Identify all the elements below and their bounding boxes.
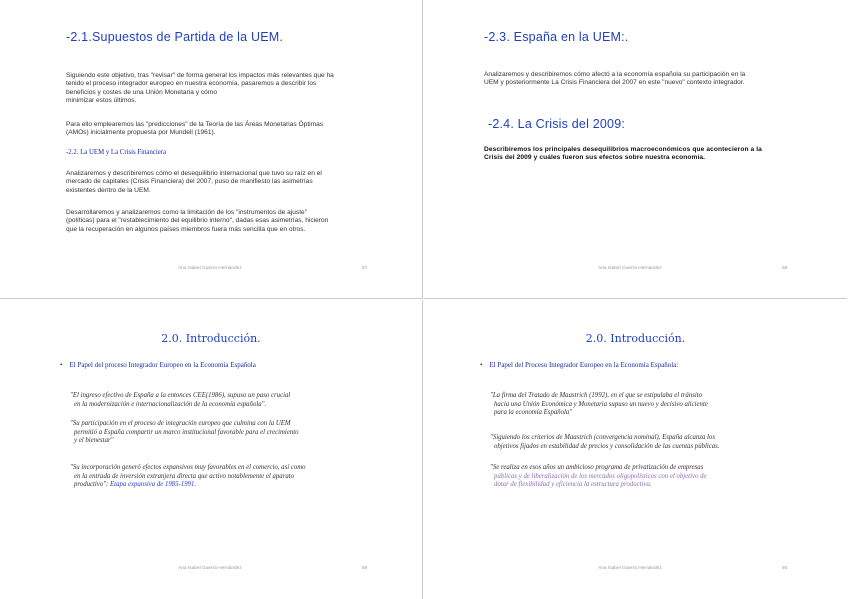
slide-title: -2.1.Supuestos de Partida de la UEM. bbox=[66, 30, 284, 44]
page-number: 59 bbox=[362, 566, 368, 571]
quote-2: "Su participación en el proceso de integración europeo que culmina con la UEM permitió a España compartir un marco institucional favorable para el crecimiento y el bienestar" bbox=[70, 420, 299, 445]
paragraph-4: Desarrollaremos y analizaremos como la limitación de los "instrumentos de ajuste" (políticas) para el "restablecimiento del equilibrio interno", dadas esas asimetrías, hicieron que la recuperación en algunos países miembros fuera más sencilla que en otros. bbox=[66, 209, 329, 233]
bullet-icon: • bbox=[60, 361, 63, 369]
slide-58[interactable] bbox=[424, 0, 847, 299]
slide-footer: Ana Isabel Guerra Hernández bbox=[178, 266, 242, 271]
slide-title: 2.0. Introducción. bbox=[585, 332, 686, 345]
paragraph-2: Describiremos los principales desequilibrios macroeconómicos que acontecieron a la Crisis del 2009 y cuáles fueron sus efectos sobre nuestra economía. bbox=[484, 146, 762, 162]
slide-footer: Ana Isabel Guerra Hernández bbox=[178, 566, 242, 571]
highlight-text: Etapa expansiva de 1985-1991. bbox=[110, 481, 197, 489]
page-number: 58 bbox=[782, 266, 788, 271]
slide-title: -2.3. España en la UEM:. bbox=[484, 30, 629, 44]
quote-3: "Su incorporación generó efectos expansivos muy favorables en el comercio, así como en la entrada de inversión extranjera directa que activo notablemente el aparato productivo": Etapa expansiva de 1985-1991. bbox=[70, 464, 306, 489]
section-title: -2.4. La Crisis del 2009: bbox=[488, 117, 626, 131]
paragraph-2: Para ello emplearemos las "predicciones" de la Teoría de las Áreas Monetarias Óptimas (AMOs) inicialmente propuesta por Mundell (1961). bbox=[66, 121, 324, 137]
bullet-item: • El Papel del Proceso Integrador Europeo en la Economía Española: bbox=[480, 361, 679, 369]
bullet-item: • El Papel del proceso Integrador Europeo en la Economía Española bbox=[60, 361, 256, 369]
slide-60[interactable] bbox=[424, 300, 847, 599]
slide-footer: Ana Isabel Guerra Hernández bbox=[598, 266, 662, 271]
bullet-icon: • bbox=[480, 361, 483, 369]
quote-1: "La firma del Tratado de Maastrich (1992), en el que se estipulaba el tránsito hacia una Unión Económica y Monetaria supuso un nuevo y decisivo aliciente para la economía Española" bbox=[490, 392, 708, 417]
slide-title: 2.0. Introducción. bbox=[161, 332, 261, 345]
quote-2: "Siguiendo los criterios de Maastrich (convergencia nominal), España alcanza los objetivos fijados en estabilidad de precios y consolidación de las cuentas públicas. bbox=[490, 434, 720, 450]
slide-57[interactable] bbox=[0, 0, 423, 299]
paragraph-3: Analizaremos y describiremos cómo el desequilibrio internacional que tuvo su raíz en el mercado de capitales (Crisis Financiera) del 2007, puso de manifiesto las asimetrías existentes dentro de la UEM. bbox=[66, 170, 322, 194]
slide-59[interactable] bbox=[0, 300, 423, 599]
quote-1: "El ingreso efectivo de España a la entonces CEE(1986), supuso un paso crucial en la modernización e internacionalización de la economía española". bbox=[70, 392, 291, 408]
slide-footer: Ana Isabel Guerra Hernández bbox=[598, 566, 662, 571]
paragraph-1: Siguiendo este objetivo, tras "revisar" de forma general los impactos más relevantes que ha tenido el proceso integrador europeo en nuestra economía, pasaremos a describir los beneficios y costes de una Unión Monetaria y cómo minimizar estos últimos. bbox=[66, 72, 334, 104]
page-number: 57 bbox=[362, 266, 368, 271]
quote-3: "Se realiza en esos años un ambicioso programa de privatización de empresas públicas y de liberalización de los mercados oligopolísticos con el objetivo de dotar de flexibilidad y eficiencia la estructura productiva. bbox=[490, 464, 707, 489]
section-subtitle: -2.2. La UEM y La Crisis Financiera bbox=[66, 149, 167, 156]
page-number: 60 bbox=[782, 566, 788, 571]
paragraph-1: Analizaremos y describiremos cómo afectó a la economía española su participación en la UEM y posteriormente La Crisis Financiera del 2007 en este "nuevo" contexto integrador. bbox=[484, 71, 746, 87]
